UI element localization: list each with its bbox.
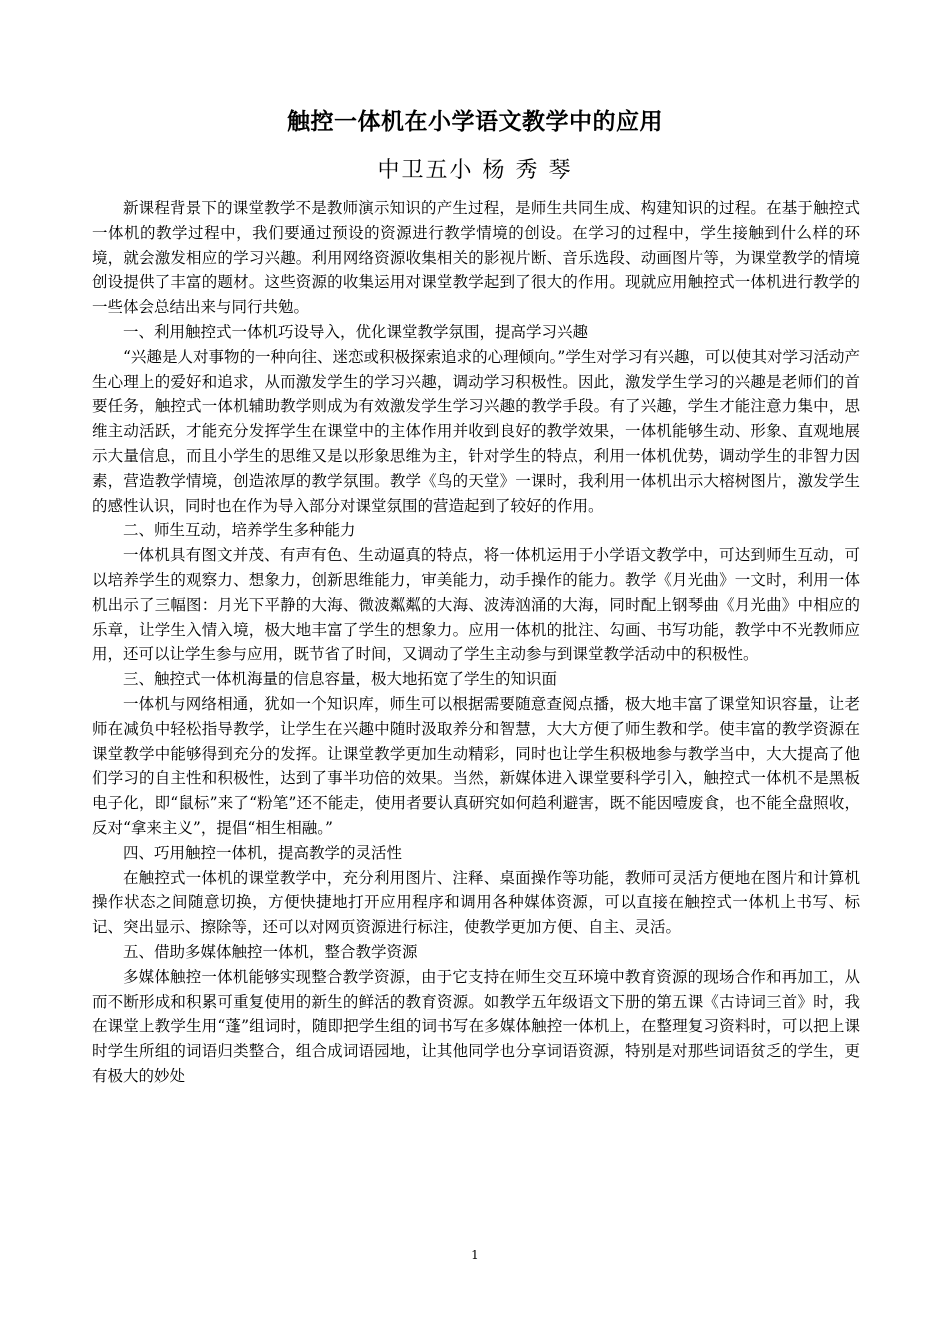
- section-paragraph-2: 一体机具有图文并茂、有声有色、生动逼真的特点，将一体机运用于小学语文教学中，可达到师生互动，可以培养学生的观察力、想象力，创新思维能力，审美能力，动手操作的能力。教学《月光曲》一文时，利用一体机出示了三幅图：月光下平静的大海、微波粼粼的大海、波涛汹涌的大海，同时配上钢琴曲《月光曲》中相应的乐章，让学生入情入境，极大地丰富了学生的想象力。应用一体机的批注、勾画、书写功能，教学中不光教师应用，还可以让学生参与应用，既节省了时间，又调动了学生主动参与到课堂教学活动中的积极性。: [92, 546, 860, 664]
- page-number: 1: [471, 1248, 479, 1262]
- section-paragraph-3: 一体机与网络相通，犹如一个知识库，师生可以根据需要随意查阅点播，极大地丰富了课堂知识容量，让老师在减负中轻松指导教学，让学生在兴趣中随时汲取养分和智慧，大大方便了师生教和学。使丰富的教学资源在课堂教学中能够得到充分的发挥。让课堂教学更加生动精彩，同时也让学生积极地参与教学当中，大大提高了他们学习的自主性和积极性，达到了事半功倍的效果。当然，新媒体进入课堂要科学引入，触控式一体机不是黑板电子化，即“鼠标”来了“粉笔”还不能走，使用者要认真研究如何趋利避害，既不能因噎废食，也不能全盘照收，反对“拿来主义”，提倡“相生相融。”: [92, 694, 860, 837]
- section-paragraph-4: 在触控式一体机的课堂教学中，充分利用图片、注释、桌面操作等功能，教师可灵活方便地在图片和计算机操作状态之间随意切换，方便快捷地打开应用程序和调用各种媒体资源，可以直接在触控式一体机上书写、标记、突出显示、擦除等，还可以对网页资源进行标注，使教学更加方便、自主、灵活。: [92, 868, 860, 937]
- section-heading-5: 五、借助多媒体触控一体机，整合教学资源: [123, 942, 418, 961]
- section-heading-4: 四、巧用触控一体机，提高教学的灵活性: [123, 843, 403, 862]
- section-heading-2: 二、师生互动，培养学生多种能力: [123, 521, 356, 540]
- document-title: 触控一体机在小学语文教学中的应用: [287, 109, 663, 135]
- document-author: 中卫五小 杨 秀 琴: [377, 158, 573, 183]
- section-heading-3: 三、触控式一体机海量的信息容量，极大地拓宽了学生的知识面: [123, 670, 558, 689]
- document-body: [92, 196, 860, 1089]
- section-heading-1: 一、利用触控式一体机巧设导入，优化课堂教学氛围，提高学习兴趣: [123, 322, 589, 341]
- intro-paragraph: 新课程背景下的课堂教学不是教师演示知识的产生过程，是师生共同生成、构建知识的过程。在基于触控式一体机的教学过程中，我们要通过预设的资源进行教学情境的创设。在学习的过程中，学生接触到什么样的环境，就会激发相应的学习兴趣。利用网络资源收集相关的影视片断、音乐选段、动画图片等，为课堂教学的情境创设提供了丰富的题材。这些资源的收集运用对课堂教学起到了很大的作用。现就应用触控式一体机进行教学的一些体会总结出来与同行共勉。: [92, 199, 860, 317]
- section-paragraph-5: 多媒体触控一体机能够实现整合教学资源，由于它支持在师生交互环境中教育资源的现场合作和再加工，从而不断形成和积累可重复使用的新生的鲜活的教育资源。如教学五年级语文下册的第五课《古诗词三首》时，我在课堂上教学生用“蓬”组词时，随即把学生组的词书写在多媒体触控一体机上，在整理复习资料时，可以把上课时学生所组的词语归类整合，组合成词语园地，让其他同学也分享词语资源，特别是对那些词语贫乏的学生，更有极大的妙处: [92, 967, 860, 1085]
- section-paragraph-1: “兴趣是人对事物的一种向往、迷恋或积极探索追求的心理倾向。”学生对学习有兴趣，可以使其对学习活动产生心理上的爱好和追求，从而激发学生的学习兴趣，调动学习积极性。因此，激发学生学习的兴趣是老师们的首要任务，触控式一体机辅助教学则成为有效激发学生学习兴趣的教学手段。有了兴趣，学生才能注意力集中，思维主动活跃，才能充分发挥学生在课堂中的主体作用并收到良好的教学效果，一体机能够生动、形象、直观地展示大量信息，而且小学生的思维又是以形象思维为主，针对学生的特点，利用一体机优势，调动学生的非智力因素，营造教学情境，创造浓厚的教学氛围。教学《鸟的天堂》一课时，我利用一体机出示大榕树图片，激发学生的感性认识，同时也在作为导入部分对课堂氛围的营造起到了较好的作用。: [92, 347, 860, 515]
